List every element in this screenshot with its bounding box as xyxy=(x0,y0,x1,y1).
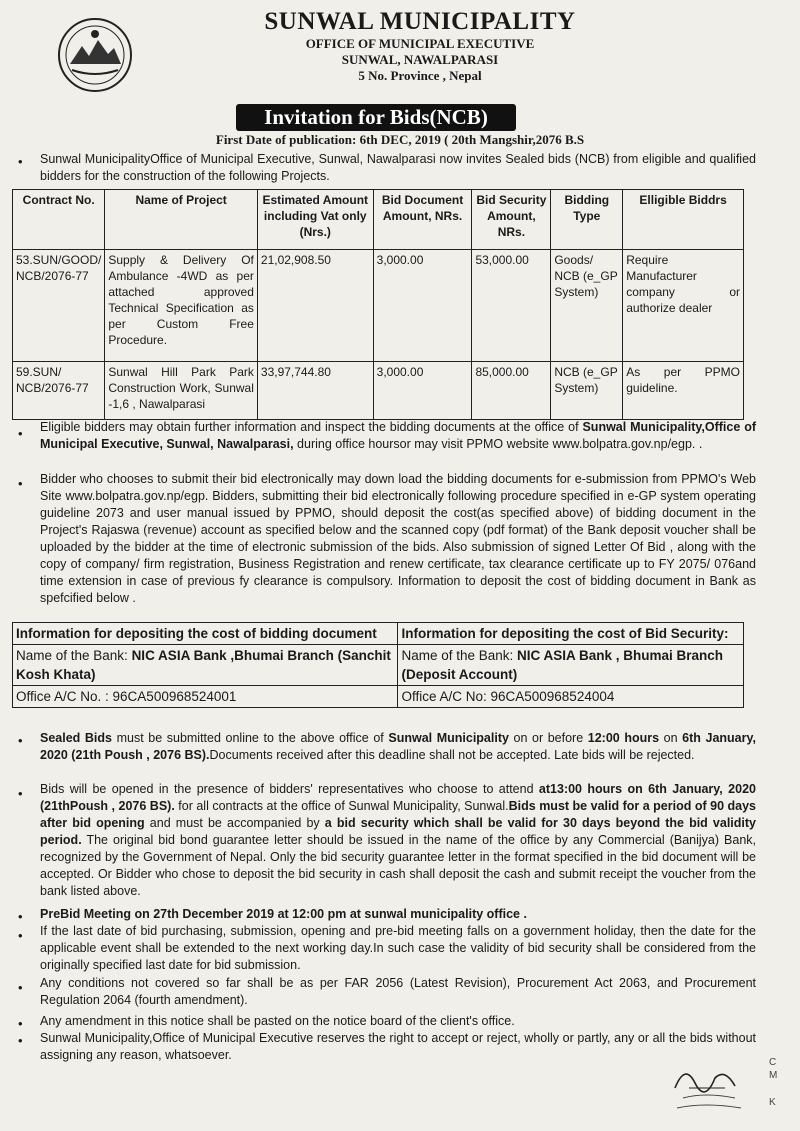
bullet: • xyxy=(18,476,23,491)
bullet: • xyxy=(18,426,23,441)
holiday-paragraph: If the last date of bid purchasing, submission, opening and pre-bid meeting falls on a government holiday, then the date for the applicable event shall be extended to the next working day.In such case the validity of bid security shall be considered from the originally specified last date for bid submission. xyxy=(40,924,756,972)
text: Sealed Bids xyxy=(40,731,112,745)
account-number: Office A/C No. : 96CA500968524001 xyxy=(13,686,398,708)
office-location: SUNWAL, NAWALPARASI xyxy=(341,52,499,67)
text: on xyxy=(659,731,683,745)
text: 6th January, 2020 (21th Poush , 2076 BS). xyxy=(40,731,756,762)
bank-header xyxy=(398,623,744,645)
col-header: Estimated Amount including Vat only (Nrs.) xyxy=(257,190,373,250)
office-bold: Sunwal Municipality,Office of Municipal Executive, Sunwal, Nawalparasi, xyxy=(40,420,757,451)
bullet: • xyxy=(18,154,23,169)
bank-table xyxy=(12,622,744,708)
province: 5 No. Province , Nepal xyxy=(358,68,482,83)
bullet: • xyxy=(18,980,23,995)
table-header-row xyxy=(13,190,744,250)
cell: 33,97,744.80 xyxy=(257,362,373,420)
col-header: Contract No. xyxy=(13,190,105,250)
text: and must be accompanied by xyxy=(144,816,325,830)
text: NIC ASIA Bank ,Bhumai Branch (Sanchit Kosh Khata) xyxy=(16,648,391,682)
e-submission-paragraph: Bidder who chooses to submit their bid electronically may down load the bidding documents for e-submission from PPMO's Web Site www.bolpatra.gov.np/egp. Bidders, submitting their bid electronically following procedure specified in e-GP system operating guideline 2073 and user manual issued by PPMO, should deposit the cost(as specified above) of bidding document in the Project's Rajaswa (revenue) account as specified below and the scanned copy (pdf format) of the Bank deposit voucher shall be uploaded by the bidder at the time of electronic submission of the bids. Also submission of signed Letter Of Bid , along with the copy of company/ firm registration, Business Registration and renew certificate, tax clearance certificate up to FY 2075/ 076and time extension in case of previous fy clearance is compulsory. Information to deposit the cost of bidding document in Bank as spefcified below . xyxy=(40,472,756,605)
text: during office hoursor may visit PPMO website www.bolpatra.gov.np/egp. . xyxy=(293,437,703,451)
info-paragraph xyxy=(40,419,756,453)
text: on or before xyxy=(508,731,588,745)
print-mark: K xyxy=(769,1097,776,1108)
print-mark: C xyxy=(769,1057,777,1068)
print-mark: M xyxy=(769,1070,778,1081)
account-number: Office A/C No: 96CA500968524004 xyxy=(398,686,744,708)
conditions-paragraph: Any conditions not covered so far shall be as per FAR 2056 (Latest Revision), Procurement Act 2063, and Procurement Regulation 2064 (fourth amendment). xyxy=(40,976,756,1007)
text: NIC ASIA Bank , Bhumai Branch (Deposit Account) xyxy=(401,648,724,682)
text: Documents received after this deadline shall not be accepted. Late bids will be rejected. xyxy=(209,748,695,762)
cell: 3,000.00 xyxy=(373,362,472,420)
account-row xyxy=(13,686,744,708)
text: Name of the Bank: xyxy=(16,648,132,663)
bids-table xyxy=(12,189,744,420)
rights-paragraph: Sunwal Municipality,Office of Municipal Executive reserves the right to accept or reject, wholly or partly, any or all the bids without assigning any reason, whatsoever. xyxy=(40,1031,756,1062)
cell: 3,000.00 xyxy=(373,250,472,362)
text: at13:00 hours on 6th January, 2020 (21thPoush , 2076 BS). xyxy=(40,782,756,813)
col-header: Bid Document Amount, NRs. xyxy=(373,190,472,250)
text: a bid security which shall be valid for 30 days beyond the bid validity period. xyxy=(40,816,756,847)
table-row xyxy=(13,250,744,362)
table-row xyxy=(13,362,744,420)
bank-header-row xyxy=(13,623,744,645)
letterhead xyxy=(0,8,800,84)
text: must be submitted online to the above office of xyxy=(111,731,389,745)
signature-stamp-icon xyxy=(665,1058,755,1118)
bid-opening-paragraph xyxy=(40,781,756,900)
municipality-name: SUNWAL MUNICIPALITY xyxy=(264,8,576,35)
notice-title: Invitation for Bids(NCB) xyxy=(236,104,516,131)
deadline-paragraph xyxy=(40,730,756,764)
bullet: • xyxy=(18,1033,23,1048)
publication-date: First Date of publication: 6th DEC, 2019 ( 20th Mangshir,2076 B.S xyxy=(215,132,585,147)
amendment-paragraph: Any amendment in this notice shall be pasted on the notice board of the client's office. xyxy=(40,1014,515,1028)
prebid-paragraph: PreBid Meeting on 27th December 2019 at 12:00 pm at sunwal municipality office . xyxy=(40,907,527,921)
text: The original bid bond guarantee letter should be issued in the name of the office by any Commercial (Banijya) Bank, recognized by the Government of Nepal. Only the bid security guarantee letter in the format specified in the bid document will be accepted. Or Bidder who chose to deposit the bid security in cash shall deposit the cash and submit receipt the voucher from the bank listed above. xyxy=(40,833,756,898)
bullet: • xyxy=(18,928,23,943)
text: 12:00 hours xyxy=(587,731,660,745)
bullet: • xyxy=(18,1016,23,1031)
bank-name-row xyxy=(13,645,744,686)
text: Sunwal Municipality xyxy=(388,731,509,745)
cell: Goods/ NCB (e_GP System) xyxy=(551,250,623,362)
text: Bids will be opened in the presence of bidders' representatives who choose to attend xyxy=(40,782,539,796)
text: Information for depositing the cost of Bid Security: xyxy=(401,626,729,641)
cell: Require Manufacturer company or authorize dealer xyxy=(623,250,744,362)
cell: As per PPMO guideline. xyxy=(623,362,744,420)
bank-header xyxy=(13,623,398,645)
bullet: • xyxy=(18,909,23,924)
intro-paragraph: Sunwal MunicipalityOffice of Municipal Executive, Sunwal, Nawalparasi now invites Sealed bids (NCB) from eligible and qualified bidders for the construction of the following Projects. xyxy=(40,152,756,183)
text: Eligible bidders may obtain further information and inspect the bidding documents at the office of xyxy=(40,420,583,434)
text: Information for depositing the cost of bidding document xyxy=(16,626,377,641)
cell: Supply & Delivery Of Ambulance -4WD as per attached approved Technical Specification as per Custom Free Procedure. xyxy=(105,250,258,362)
bullet: • xyxy=(18,733,23,748)
text: Name of the Bank: xyxy=(401,648,518,663)
col-header: Bid Security Amount, NRs. xyxy=(472,190,551,250)
bank-name xyxy=(13,645,398,686)
col-header: Bidding Type xyxy=(551,190,623,250)
cell: 21,02,908.50 xyxy=(257,250,373,362)
cell: Sunwal Hill Park Park Construction Work, Sunwal -1,6 , Nawalparasi xyxy=(105,362,258,420)
office-name: OFFICE OF MUNICIPAL EXECUTIVE xyxy=(305,36,535,51)
col-header: Elligible Biddrs xyxy=(623,190,744,250)
text: for all contracts at the office of Sunwal Municipality, Sunwal. xyxy=(174,799,509,813)
bullet: • xyxy=(18,786,23,801)
cell: 85,000.00 xyxy=(472,362,551,420)
bank-name xyxy=(398,645,744,686)
cell: 53,000.00 xyxy=(472,250,551,362)
col-header: Name of Project xyxy=(105,190,258,250)
cell: 53.SUN/GOOD/ NCB/2076-77 xyxy=(13,250,105,362)
cell: 59.SUN/ NCB/2076-77 xyxy=(13,362,105,420)
cell: NCB (e_GP System) xyxy=(551,362,623,420)
text: Bids must be valid for a period of 90 days after bid opening xyxy=(40,799,756,830)
